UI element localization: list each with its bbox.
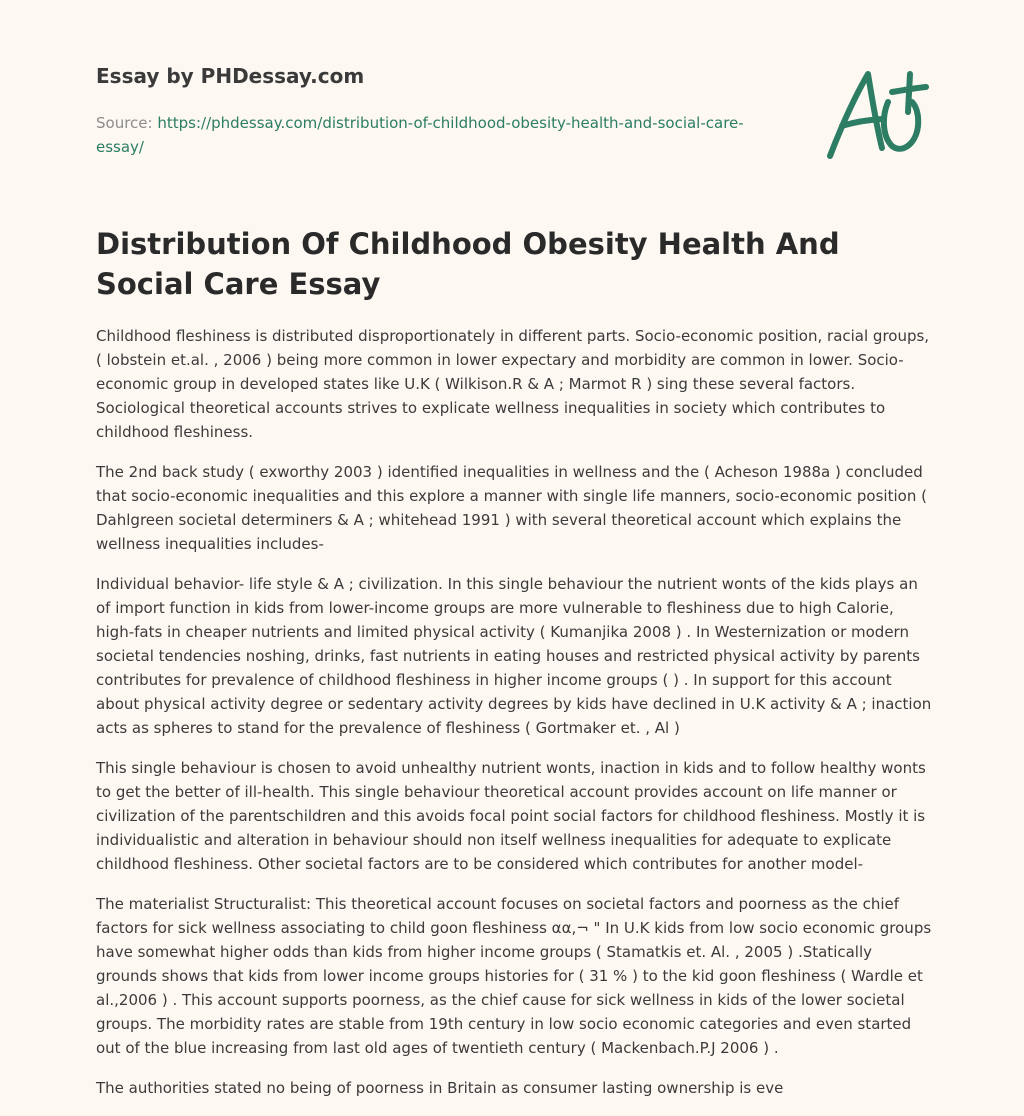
paragraph: The 2nd back study ( exworthy 2003 ) identified inequalities in wellness and the ( Acheson 1988a ) concluded that socio-economic inequalities and this explore a manner with single life manners, socio-economic position ( Dahlgreen societal determiners & A ; whitehead 1991 ) with several theoretical account which explains the wellness inequalities includes- xyxy=(96,463,927,553)
essay-title: Distribution Of Childhood Obesity Health And Social Care Essay xyxy=(96,227,840,301)
paragraph: Childhood fleshiness is distributed disproportionately in different parts. Socio-economic position, racial groups, ( lobstein et.al. , 2006 ) being more common in lower expectary and morbidity are common in lower. Socio-economic group in developed states like U.K ( Wilkison.R & A ; Marmot R ) sing these several factors. Sociological theoretical accounts strives to explicate wellness inequalities in society which contributes to childhood fleshiness. xyxy=(96,327,930,441)
paragraph: The materialist Structuralist: This theoretical account focuses on societal factors and poorness as the chief factors for sick wellness associating to child goon fleshiness αα,¬ " In U.K kids from low socio economic groups have somewhat higher odds than kids from higher income groups ( Stamatkis et. Al. , 2005 ) .Statically grounds shows that kids from lower income groups histories for ( 31 % ) to the kid goon fleshiness ( Wardle et al.,2006 ) . This account supports poorness, as the chief cause for sick wellness in kids of the lower societal groups. The morbidity rates are stable from 19th century in low socio economic categories and even started out of the blue increasing from last old ages of twentieth century ( Mackenbach.P.J 2006 ) . xyxy=(96,895,932,1057)
site-brand: Essay by PHDessay.com xyxy=(96,64,365,88)
essay-body xyxy=(96,324,932,1116)
source-label: Source: xyxy=(96,114,153,132)
source-line xyxy=(96,111,776,159)
a-plus-grade-icon xyxy=(820,68,930,164)
paragraph: The authorities stated no being of poorness in Britain as consumer lasting ownership is eve xyxy=(96,1079,784,1097)
paragraph: This single behaviour is chosen to avoid unhealthy nutrient wonts, inaction in kids and to follow healthy wonts to get the better of ill-health. This single behaviour theoretical account provides account on life manner or civilization of the parentschildren and this avoids focal point social factors for childhood fleshiness. Mostly it is individualistic and alteration in behaviour should non itself wellness inequalities for adequate to explicate childhood fleshiness. Other societal factors are to be considered which contributes for another model- xyxy=(96,759,926,873)
paragraph: Individual behavior- life style & A ; civilization. In this single behaviour the nutrient wonts of the kids plays an of import function in kids from lower-income groups are more vulnerable to fleshiness due to high Calorie, high-fats in cheaper nutrients and limited physical activity ( Kumanjika 2008 ) . In Westernization or modern societal tendencies noshing, drinks, fast nutrients in eating houses and restricted physical activity by parents contributes for prevalence of childhood fleshiness in higher income groups ( ) . In support for this account about physical activity degree or sedentary activity degrees by kids have declined in U.K activity & A ; inaction acts as spheres to stand for the prevalence of fleshiness ( Gortmaker et. , Al ) xyxy=(96,575,932,737)
source-link[interactable]: https://phdessay.com/distribution-of-childhood-obesity-health-and-social-care-essay/ xyxy=(96,114,744,156)
